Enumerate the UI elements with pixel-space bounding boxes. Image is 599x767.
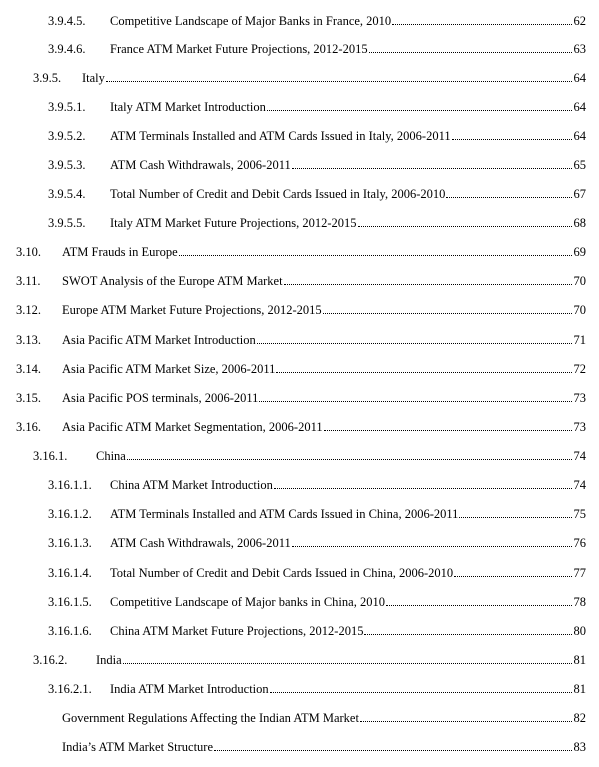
dot-leader <box>364 633 572 635</box>
toc-entry-title: Italy ATM Market Future Projections, 2012-2015 <box>110 216 357 230</box>
dot-leader <box>324 429 572 431</box>
dot-leader <box>452 138 572 140</box>
toc-entry-page-number: 80 <box>573 624 586 638</box>
dot-leader <box>392 23 572 25</box>
toc-entry-page-number: 81 <box>573 653 586 667</box>
toc-entry-page-number: 62 <box>573 14 586 28</box>
toc-entry-number: 3.16.1.2. <box>48 507 92 521</box>
toc-entry-title: China ATM Market Introduction <box>110 478 273 492</box>
toc-entry-page-number: 76 <box>573 536 586 550</box>
toc-entry-number: 3.16.2. <box>33 653 68 667</box>
toc-entry-title: Asia Pacific ATM Market Introduction <box>62 333 256 347</box>
toc-entry[interactable] <box>0 389 599 405</box>
toc-entry[interactable] <box>0 476 599 492</box>
dot-leader <box>259 400 572 402</box>
toc-entry-number: 3.11. <box>16 274 41 288</box>
toc-entry-title: China ATM Market Future Projections, 2012-2015 <box>110 624 364 638</box>
dot-leader <box>284 283 572 285</box>
toc-entry-title: France ATM Market Future Projections, 2012-2015 <box>110 42 368 56</box>
dot-leader <box>459 516 572 518</box>
toc-entry-page-number: 73 <box>573 420 586 434</box>
toc-entry[interactable] <box>0 331 599 347</box>
toc-entry[interactable] <box>0 651 599 667</box>
dot-leader <box>270 691 572 693</box>
toc-entry[interactable] <box>0 418 599 434</box>
dot-leader <box>292 167 572 169</box>
toc-entry-title: ATM Frauds in Europe <box>62 245 178 259</box>
toc-entry-page-number: 64 <box>573 100 586 114</box>
toc-entry-page-number: 71 <box>573 333 586 347</box>
toc-entry-main <box>62 711 573 725</box>
toc-entry-main <box>62 333 573 347</box>
toc-entry-page-number: 70 <box>573 274 586 288</box>
toc-entry-number: 3.16.2.1. <box>48 682 92 696</box>
toc-entry-page-number: 81 <box>573 682 586 696</box>
toc-entry-page-number: 74 <box>573 478 586 492</box>
toc-entry[interactable] <box>0 156 599 172</box>
toc-entry[interactable] <box>0 534 599 550</box>
toc-entry[interactable] <box>0 272 599 288</box>
toc-entry-title: SWOT Analysis of the Europe ATM Market <box>62 274 283 288</box>
toc-entry[interactable] <box>0 738 599 754</box>
toc-entry[interactable] <box>0 127 599 143</box>
toc-entry-number: 3.9.5.1. <box>48 100 86 114</box>
toc-entry-title: India <box>96 653 122 667</box>
dot-leader <box>323 312 572 314</box>
toc-entry-page-number: 63 <box>573 42 586 56</box>
toc-entry[interactable] <box>0 98 599 114</box>
toc-entry[interactable] <box>0 709 599 725</box>
toc-entry[interactable] <box>0 447 599 463</box>
dot-leader <box>127 458 572 460</box>
dot-leader <box>386 604 572 606</box>
toc-entry-title: ATM Cash Withdrawals, 2006-2011 <box>110 536 291 550</box>
toc-entry-number: 3.9.5.4. <box>48 187 86 201</box>
dot-leader <box>123 662 572 664</box>
toc-entry[interactable] <box>0 564 599 580</box>
toc-entry-page-number: 68 <box>573 216 586 230</box>
toc-entry-main <box>110 158 573 172</box>
toc-entry-main <box>110 42 573 56</box>
toc-entry-page-number: 67 <box>573 187 586 201</box>
toc-entry-number: 3.9.5.2. <box>48 129 86 143</box>
toc-entry-title: Italy <box>82 71 105 85</box>
toc-entry-main <box>62 274 573 288</box>
toc-entry-title: India’s ATM Market Structure <box>62 740 214 754</box>
toc-entry[interactable] <box>0 243 599 259</box>
toc-entry-title: Government Regulations Affecting the Indian ATM Market <box>62 711 359 725</box>
toc-entry[interactable] <box>0 622 599 638</box>
toc-entry-title: ATM Cash Withdrawals, 2006-2011 <box>110 158 291 172</box>
toc-entry-main <box>110 566 573 580</box>
toc-entry-main <box>110 595 573 609</box>
toc-entry-page-number: 75 <box>573 507 586 521</box>
toc-entry-title: Asia Pacific ATM Market Size, 2006-2011 <box>62 362 276 376</box>
toc-entry-main <box>62 740 573 754</box>
toc-entry-main <box>110 187 573 201</box>
dot-leader <box>274 487 572 489</box>
toc-entry-page-number: 64 <box>573 71 586 85</box>
toc-entry-number: 3.13. <box>16 333 41 347</box>
toc-entry-number: 3.9.5.3. <box>48 158 86 172</box>
toc-entry-title: Italy ATM Market Introduction <box>110 100 266 114</box>
toc-entry-main <box>62 420 573 434</box>
toc-entry-title: Competitive Landscape of Major banks in China, 2010 <box>110 595 385 609</box>
dot-leader <box>454 575 572 577</box>
toc-entry-title: ATM Terminals Installed and ATM Cards Issued in China, 2006-2011 <box>110 507 459 521</box>
toc-entry-main <box>82 71 573 85</box>
toc-entry-main <box>110 478 573 492</box>
dot-leader <box>446 196 572 198</box>
toc-entry-title: ATM Terminals Installed and ATM Cards Issued in Italy, 2006-2011 <box>110 129 451 143</box>
toc-entry[interactable] <box>0 214 599 230</box>
dot-leader <box>106 80 572 82</box>
toc-entry-page-number: 73 <box>573 391 586 405</box>
toc-entry-main <box>110 624 573 638</box>
toc-entry-page-number: 70 <box>573 303 586 317</box>
dot-leader <box>179 254 572 256</box>
toc-entry-number: 3.16.1.4. <box>48 566 92 580</box>
toc-entry-page-number: 83 <box>573 740 586 754</box>
toc-entry-number: 3.9.4.6. <box>48 42 86 56</box>
toc-entry-title: India ATM Market Introduction <box>110 682 269 696</box>
toc-entry-title: Total Number of Credit and Debit Cards Issued in China, 2006-2010 <box>110 566 454 580</box>
toc-entry-main <box>110 536 573 550</box>
dot-leader <box>292 545 572 547</box>
toc-entry-number: 3.15. <box>16 391 41 405</box>
toc-entry-main <box>110 682 573 696</box>
toc-entry-number: 3.14. <box>16 362 41 376</box>
toc-entry[interactable] <box>0 360 599 376</box>
toc-entry[interactable] <box>0 185 599 201</box>
toc-entry[interactable] <box>0 593 599 609</box>
toc-entry-number: 3.9.5.5. <box>48 216 86 230</box>
toc-entry-page-number: 77 <box>573 566 586 580</box>
dot-leader <box>369 51 572 53</box>
toc-entry-number: 3.12. <box>16 303 41 317</box>
toc-entry[interactable] <box>0 505 599 521</box>
toc-entry-page-number: 82 <box>573 711 586 725</box>
toc-entry-main <box>62 391 573 405</box>
dot-leader <box>360 720 572 722</box>
toc-entry[interactable] <box>0 301 599 317</box>
toc-entry-page-number: 65 <box>573 158 586 172</box>
toc-entry-title: Asia Pacific POS terminals, 2006-2011 <box>62 391 259 405</box>
toc-entry-number: 3.16. <box>16 420 41 434</box>
toc-entry-number: 3.16.1.1. <box>48 478 92 492</box>
toc-entry[interactable] <box>0 69 599 85</box>
toc-entry-main <box>110 507 573 521</box>
toc-entry-page-number: 64 <box>573 129 586 143</box>
dot-leader <box>267 109 572 111</box>
toc-entry-title: China <box>96 449 126 463</box>
toc-entry-main <box>110 100 573 114</box>
dot-leader <box>276 371 572 373</box>
toc-entry-main <box>96 449 573 463</box>
toc-entry-main <box>62 245 573 259</box>
toc-entry-title: Total Number of Credit and Debit Cards Issued in Italy, 2006-2010 <box>110 187 446 201</box>
dot-leader <box>214 749 572 751</box>
toc-entry-main <box>62 362 573 376</box>
toc-entry-number: 3.16.1.5. <box>48 595 92 609</box>
toc-entry-page-number: 74 <box>573 449 586 463</box>
toc-entry-page-number: 69 <box>573 245 586 259</box>
toc-entry-main <box>110 14 573 28</box>
toc-entry-number: 3.10. <box>16 245 41 259</box>
toc-entry-main <box>110 216 573 230</box>
toc-entry-page-number: 72 <box>573 362 586 376</box>
toc-entry[interactable] <box>0 40 599 56</box>
toc-entry-main <box>96 653 573 667</box>
toc-entry-title: Asia Pacific ATM Market Segmentation, 2006-2011 <box>62 420 323 434</box>
dot-leader <box>358 225 573 227</box>
toc-entry-title: Competitive Landscape of Major Banks in France, 2010 <box>110 14 392 28</box>
toc-entry-page-number: 78 <box>573 595 586 609</box>
dot-leader <box>257 342 572 344</box>
toc-entry-number: 3.16.1. <box>33 449 68 463</box>
toc-entry-number: 3.16.1.6. <box>48 624 92 638</box>
toc-entry-main <box>62 303 573 317</box>
toc-entry-number: 3.16.1.3. <box>48 536 92 550</box>
toc-entry-number: 3.9.4.5. <box>48 14 86 28</box>
toc-entry[interactable] <box>0 12 599 28</box>
toc-entry[interactable] <box>0 680 599 696</box>
toc-entry-number: 3.9.5. <box>33 71 62 85</box>
toc-entry-main <box>110 129 573 143</box>
toc-entry-title: Europe ATM Market Future Projections, 2012-2015 <box>62 303 322 317</box>
